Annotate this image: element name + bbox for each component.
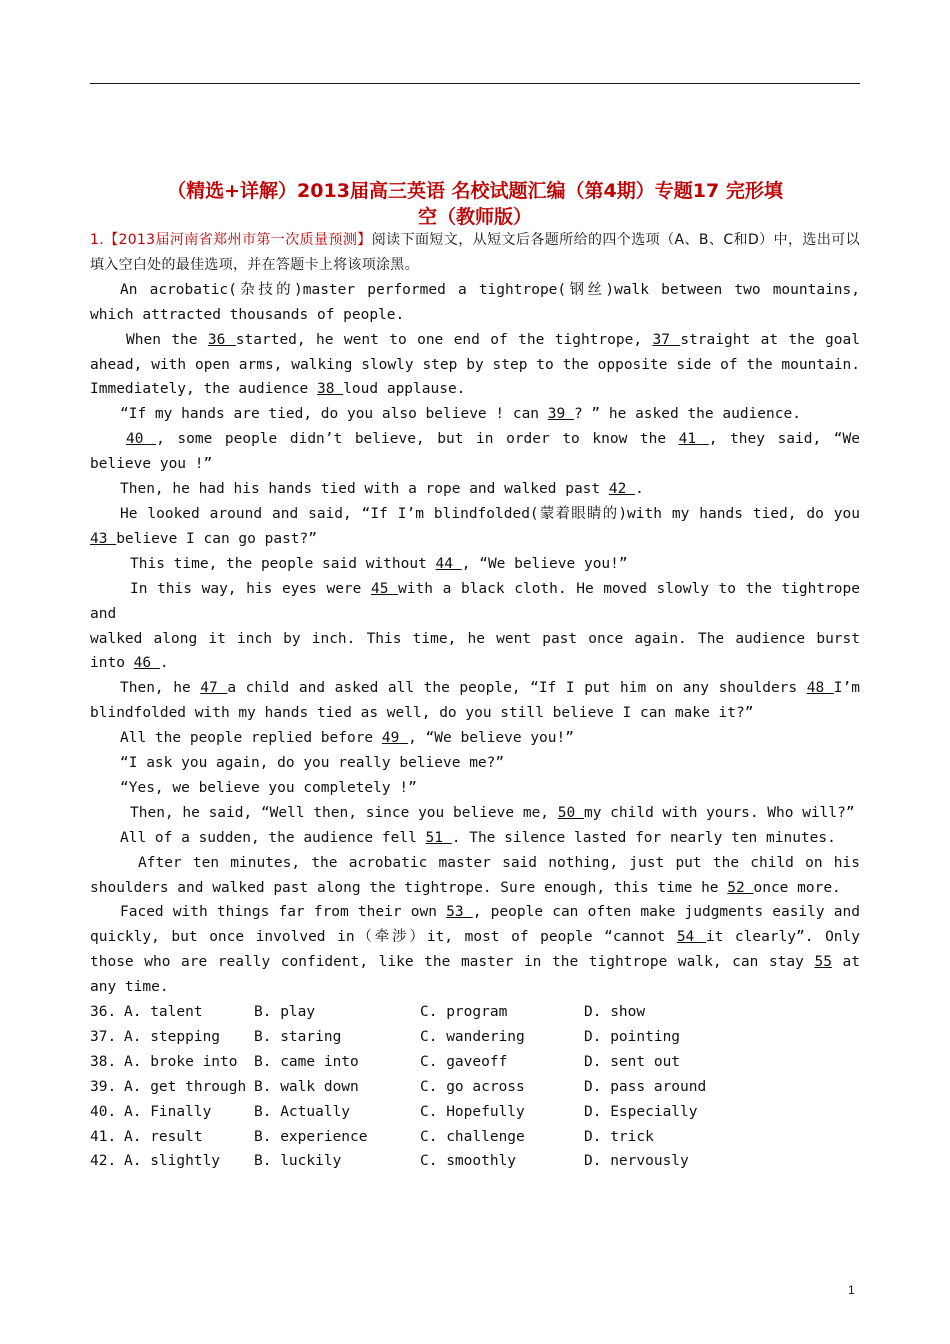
passage — [90, 278, 860, 1000]
answer-blank: 49 — [381, 730, 409, 747]
option-a: A. stepping — [124, 1028, 221, 1045]
answer-blank: 38 — [316, 381, 344, 398]
title-line-1: （精选+详解）2013届高三英语 名校试题汇编（第4期）专题17 完形填 — [167, 180, 783, 202]
option-d: D. sent out — [584, 1053, 681, 1070]
passage-paragraph — [90, 826, 860, 851]
passage-text: “Yes, we believe you completely !” — [120, 779, 417, 796]
passage-text: at any time. — [90, 954, 860, 996]
option-number: 41. — [90, 1128, 117, 1145]
answer-blank: 39 — [547, 406, 574, 423]
passage-paragraph — [90, 278, 860, 328]
option-d: D. show — [584, 1004, 646, 1021]
option-b: B. luckily — [254, 1153, 342, 1170]
answer-blank: 40 — [126, 431, 157, 448]
passage-paragraph — [90, 427, 860, 477]
option-d: D. Especially — [584, 1103, 698, 1120]
option-a: A. result — [124, 1128, 203, 1145]
option-b: B. play — [254, 1004, 316, 1021]
passage-text: a child and asked all the people, “If I put him on any shoulders — [227, 680, 807, 697]
passage-text: believe I can go past?” — [116, 530, 317, 547]
page-number: 1 — [848, 1283, 855, 1297]
passage-paragraph — [90, 851, 860, 901]
option-row — [90, 1050, 860, 1075]
passage-text: ? ” he asked the audience. — [573, 406, 801, 423]
answer-blank: 47 — [200, 680, 228, 697]
option-b: B. experience — [254, 1128, 368, 1145]
option-a: A. talent — [124, 1004, 203, 1021]
option-c: C. smoothly — [420, 1153, 517, 1170]
answer-blank: 41 — [678, 431, 709, 448]
passage-text: , some people didn’t believe, but in order to know the — [156, 431, 679, 448]
passage-paragraph — [90, 776, 860, 801]
passage-paragraph — [90, 552, 860, 577]
question-number: 1. — [90, 232, 104, 248]
option-a: A. get through — [124, 1078, 247, 1095]
option-b: B. Actually — [254, 1103, 351, 1120]
passage-text: . — [159, 655, 169, 672]
header-rule — [90, 83, 860, 84]
passage-text: He looked around and said, “If I’m blindfolded(蒙着眼睛的)with my hands tied, do you — [120, 505, 860, 522]
option-row — [90, 1000, 860, 1025]
passage-text: , they said, “We believe you !” — [90, 431, 860, 473]
option-row — [90, 1125, 860, 1150]
option-a: A. slightly — [124, 1153, 221, 1170]
instructions — [90, 228, 860, 278]
option-d: D. pass around — [584, 1078, 707, 1095]
passage-paragraph — [90, 577, 860, 627]
option-b: B. came into — [254, 1053, 359, 1070]
option-number: 40. — [90, 1103, 117, 1120]
instructions-text: 阅读下面短文，从短文后各题所给的四个选项（A、B、C和D）中，选出可以填入空白处的最佳选项，并在答题卡上将该项涂黑。 — [90, 232, 860, 273]
passage-paragraph — [90, 751, 860, 776]
answer-blank: 44 — [435, 555, 462, 572]
options-list — [90, 1000, 860, 1174]
passage-paragraph — [90, 726, 860, 751]
option-row — [90, 1075, 860, 1100]
passage-text: Then, he had his hands tied with a rope and walked past — [120, 481, 609, 498]
document-body — [90, 228, 860, 1174]
passage-text: After ten minutes, the acrobatic master said nothing, just put the child on his shoulders and walked past along the tightrope. Sure enough, this time he — [90, 854, 860, 896]
answer-blank: 55 — [814, 954, 832, 971]
passage-text: All of a sudden, the audience fell — [120, 829, 426, 846]
option-c: C. gaveoff — [420, 1053, 508, 1070]
passage-paragraph — [90, 900, 860, 1000]
passage-text: When the — [126, 331, 208, 348]
option-number: 39. — [90, 1078, 117, 1095]
passage-text: once more. — [753, 879, 841, 896]
option-row — [90, 1025, 860, 1050]
passage-text: . — [635, 481, 644, 498]
passage-text: This time, the people said without — [130, 555, 436, 572]
option-number: 37. — [90, 1028, 117, 1045]
passage-text: loud applause. — [343, 381, 466, 398]
passage-paragraph — [90, 477, 860, 502]
passage-text: . The silence lasted for nearly ten minutes. — [451, 829, 836, 846]
option-row — [90, 1149, 860, 1174]
option-row — [90, 1100, 860, 1125]
passage-paragraph — [90, 627, 860, 677]
option-b: B. staring — [254, 1028, 342, 1045]
option-number: 38. — [90, 1053, 117, 1070]
passage-text: All the people replied before — [120, 730, 382, 747]
passage-text: , people can often make judgments easily and quickly, but once involved in（牵涉）it, most of people “cannot — [90, 904, 860, 946]
passage-text: Then, he — [120, 680, 201, 697]
option-d: D. pointing — [584, 1028, 681, 1045]
passage-text: An acrobatic(杂技的)master performed a tightrope(钢丝)walk between two mountains, which attracted thousands of people. — [90, 281, 860, 323]
passage-text: In this way, his eyes were — [130, 580, 372, 597]
passage-paragraph — [90, 402, 860, 427]
passage-text: , “We believe you!” — [461, 555, 628, 572]
answer-blank: 51 — [425, 829, 452, 846]
source-tag: 【2013届河南省郑州市第一次质量预测】 — [103, 232, 372, 248]
option-a: A. Finally — [124, 1103, 212, 1120]
passage-paragraph — [90, 328, 860, 403]
passage-text: started, he went to one end of the tightrope, — [235, 331, 653, 348]
option-c: C. challenge — [420, 1128, 525, 1145]
option-d: D. trick — [584, 1128, 654, 1145]
answer-blank: 50 — [557, 804, 584, 821]
page-title — [90, 178, 860, 230]
passage-text: , “We believe you!” — [408, 730, 574, 747]
option-c: C. program — [420, 1004, 508, 1021]
answer-blank: 54 — [676, 929, 706, 946]
passage-text: Then, he said, “Well then, since you believe me, — [130, 804, 558, 821]
answer-blank: 43 — [90, 530, 117, 547]
passage-text: my child with yours. Who will?” — [583, 804, 855, 821]
option-a: A. broke into — [124, 1053, 238, 1070]
option-d: D. nervously — [584, 1153, 689, 1170]
passage-text: “I ask you again, do you really believe me?” — [120, 755, 505, 772]
answer-blank: 52 — [727, 879, 754, 896]
option-number: 36. — [90, 1004, 117, 1021]
answer-blank: 42 — [608, 481, 636, 498]
passage-paragraph — [90, 676, 860, 726]
passage-text: straight at the goal ahead, with open arms, walking slowly step by step to the opposite side of the mountain. Immediately, the audience — [90, 331, 860, 398]
title-line-2: 空（教师版） — [417, 206, 532, 228]
passage-paragraph — [90, 801, 860, 826]
passage-text: walked along it inch by inch. This time, he went past once again. The audience burst into — [90, 630, 860, 672]
passage-text: “If my hands are tied, do you also believe ! can — [120, 406, 548, 423]
answer-blank: 48 — [806, 680, 834, 697]
passage-text: it clearly”. Only those who are really confident, like the master in the tightrope walk, can stay — [90, 929, 860, 971]
passage-paragraph — [90, 502, 860, 552]
option-number: 42. — [90, 1153, 117, 1170]
option-b: B. walk down — [254, 1078, 359, 1095]
passage-text: Faced with things far from their own — [120, 904, 447, 921]
answer-blank: 53 — [446, 904, 473, 921]
answer-blank: 37 — [652, 331, 681, 348]
answer-blank: 45 — [371, 580, 399, 597]
option-c: C. wandering — [420, 1028, 525, 1045]
passage-text: I’m blindfolded with my hands tied as well, do you still believe I can make it?” — [90, 680, 860, 722]
option-c: C. go across — [420, 1078, 525, 1095]
answer-blank: 46 — [133, 655, 160, 672]
option-c: C. Hopefully — [420, 1103, 525, 1120]
passage-text: with a black cloth. He moved slowly to the tightrope and — [90, 580, 860, 622]
answer-blank: 36 — [207, 331, 236, 348]
